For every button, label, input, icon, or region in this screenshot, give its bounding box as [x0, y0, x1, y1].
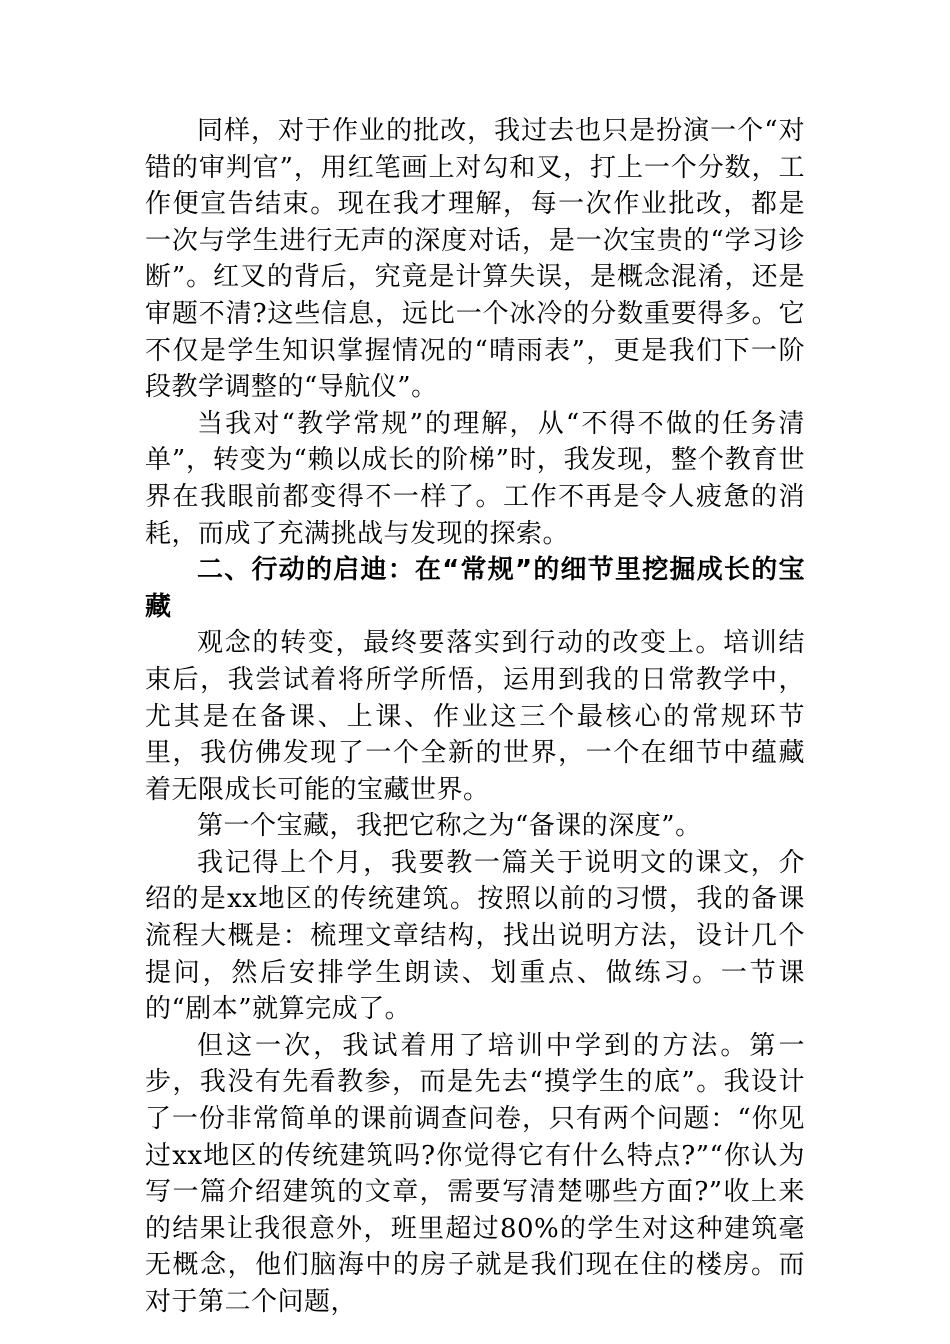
paragraph-homework-grading: 同样，对于作业的批改，我过去也只是扮演一个“对错的审判官”，用红笔画上对勾和叉，打上一个分数，工作便宣告结束。现在我才理解，每一次作业批改，都是一次与学生进行无声的深度对话，是一次宝贵的“学习诊断”。红叉的背后，究竟是计算失误，是概念混淆，还是审题不清?这些信息，远比一个冰冷的分数重要得多。它不仅是学生知识掌握情况的“晴雨表”，更是我们下一阶段教学调整的“导航仪”。	[145, 116, 805, 403]
paragraph-action-change: 观念的转变，最终要落实到行动的改变上。培训结束后，我尝试着将所学所悟，运用到我的日常教学中，尤其是在备课、上课、作业这三个最核心的常规环节里，我仿佛发现了一个全新的世界，一个在细节中蕴藏着无限成长可能的宝藏世界。	[145, 628, 805, 805]
paragraph-lesson-example: 我记得上个月，我要教一篇关于说明文的课文，介绍的是xx地区的传统建筑。按照以前的习惯，我的备课流程大概是：梳理文章结构，找出说明方法，设计几个提问，然后安排学生朗读、划重点、做练习。一节课的“剧本”就算完成了。	[145, 847, 805, 1025]
paragraph-student-survey: 但这一次，我试着用了培训中学到的方法。第一步，我没有先看教参，而是先去“摸学生的底”。我设计了一份非常简单的课前调查问卷，只有两个问题：“你见过xx地区的传统建筑吗?你觉得它有什么特点?”“你认为写一篇介绍建筑的文章，需要写清楚哪些方面?”收上来的结果让我很意外，班里超过80%的学生对这种建筑毫无概念，他们脑海中的房子就是我们现在住的楼房。而对于第二个问题，	[145, 1030, 805, 1317]
paragraph-first-treasure: 第一个宝藏，我把它称之为“备课的深度”。	[197, 811, 702, 842]
paragraph-routine-understanding: 当我对“教学常规”的理解，从“不得不做的任务清单”，转变为“赖以成长的阶梯”时，我发现，整个教育世界在我眼前都变得不一样了。工作不再是令人疲惫的消耗，而成了充满挑战与发现的探索。	[145, 408, 805, 549]
section-heading: 二、行动的启迪：在“常规”的细节里挖掘成长的宝藏	[145, 555, 805, 622]
document-page	[145, 113, 805, 1321]
